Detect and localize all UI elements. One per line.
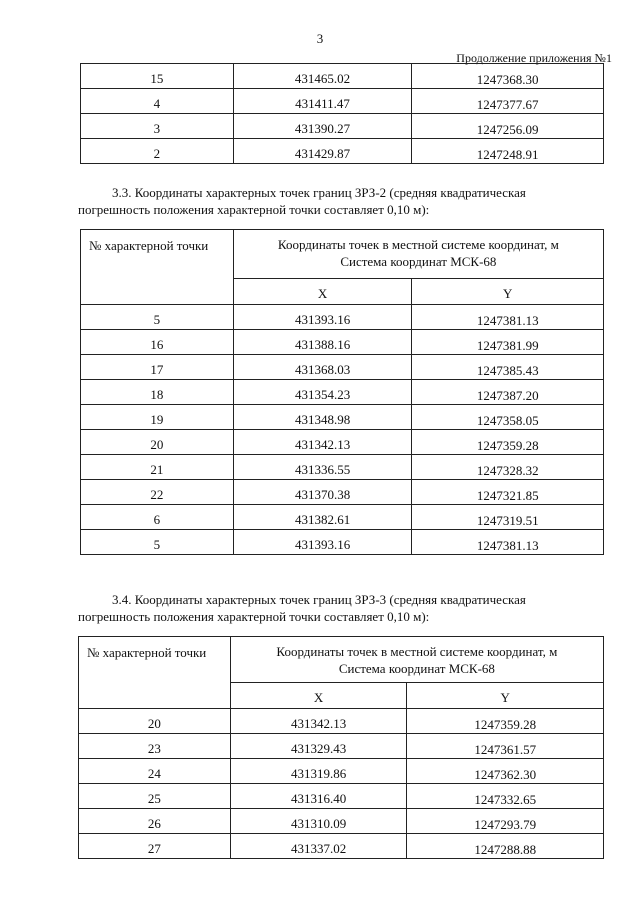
section-3-4-text — [78, 591, 604, 625]
table-row — [79, 809, 604, 834]
page-number: 3 — [316, 31, 324, 46]
x-coordinate-cell: 431319.86 — [230, 759, 407, 784]
point-number-cell: 4 — [81, 89, 234, 114]
point-number-cell: 20 — [81, 430, 234, 455]
y-coordinate-cell: 1247361.57 — [407, 734, 604, 759]
table-row — [81, 430, 604, 455]
point-number-cell: 5 — [81, 530, 234, 555]
point-number-cell: 15 — [81, 64, 234, 89]
table-row — [81, 139, 604, 164]
table-row — [81, 530, 604, 555]
header-y: Y — [407, 683, 604, 709]
point-number-cell: 3 — [81, 114, 234, 139]
y-coordinate-cell: 1247359.28 — [407, 709, 604, 734]
table-row — [79, 759, 604, 784]
appendix-note: Продолжение приложения №1 — [456, 51, 612, 65]
header-coordinates-line2: Система координат МСК-68 — [340, 254, 497, 269]
x-coordinate-cell: 431368.03 — [233, 355, 412, 380]
point-number-cell: 19 — [81, 405, 234, 430]
table-row — [79, 734, 604, 759]
y-coordinate-cell: 1247256.09 — [412, 114, 604, 139]
point-number-cell: 23 — [79, 734, 231, 759]
table-row — [81, 380, 604, 405]
y-coordinate-cell: 1247377.67 — [412, 89, 604, 114]
x-coordinate-cell: 431342.13 — [233, 430, 412, 455]
y-coordinate-cell: 1247293.79 — [407, 809, 604, 834]
y-coordinate-cell: 1247332.65 — [407, 784, 604, 809]
header-coordinates — [230, 637, 603, 683]
point-number-cell: 5 — [81, 305, 234, 330]
x-coordinate-cell: 431370.38 — [233, 480, 412, 505]
point-number-cell: 17 — [81, 355, 234, 380]
point-number-cell: 24 — [79, 759, 231, 784]
x-coordinate-cell: 431337.02 — [230, 834, 407, 859]
section-3-4-line2: погрешность положения характерной точки составляет 0,10 м): — [78, 609, 430, 624]
header-coordinates-line2: Система координат МСК-68 — [338, 661, 495, 676]
table2-body — [81, 305, 604, 555]
header-point-number: № характерной точки — [79, 637, 231, 709]
table-row — [81, 89, 604, 114]
table-row — [81, 114, 604, 139]
x-coordinate-cell: 431465.02 — [233, 64, 412, 89]
point-number-cell: 16 — [81, 330, 234, 355]
table-row — [79, 709, 604, 734]
table-row — [81, 455, 604, 480]
x-coordinate-cell: 431310.09 — [230, 809, 407, 834]
table1-body — [81, 64, 604, 164]
x-coordinate-cell: 431342.13 — [230, 709, 407, 734]
x-coordinate-cell: 431390.27 — [233, 114, 412, 139]
point-number-cell: 2 — [81, 139, 234, 164]
point-number-cell: 22 — [81, 480, 234, 505]
point-number-cell: 20 — [79, 709, 231, 734]
x-coordinate-cell: 431429.87 — [233, 139, 412, 164]
y-coordinate-cell: 1247359.28 — [412, 430, 604, 455]
x-coordinate-cell: 431411.47 — [233, 89, 412, 114]
point-number-cell: 21 — [81, 455, 234, 480]
section-3-3-line2: погрешность положения характерной точки составляет 0,10 м): — [78, 202, 430, 217]
section-3-3-text — [78, 184, 604, 218]
y-coordinate-cell: 1247328.32 — [412, 455, 604, 480]
y-coordinate-cell: 1247358.05 — [412, 405, 604, 430]
x-coordinate-cell: 431382.61 — [233, 505, 412, 530]
section-3-3-line1: 3.3. Координаты характерных точек границ ЗРЗ-2 (средняя квадратическая — [112, 185, 526, 200]
table-row — [81, 355, 604, 380]
table-row — [79, 784, 604, 809]
table-row — [81, 405, 604, 430]
coordinates-table-zrz2 — [80, 229, 604, 555]
header-coordinates — [233, 230, 603, 279]
y-coordinate-cell: 1247368.30 — [412, 64, 604, 89]
y-coordinate-cell: 1247387.20 — [412, 380, 604, 405]
header-point-number: № характерной точки — [81, 230, 234, 305]
x-coordinate-cell: 431354.23 — [233, 380, 412, 405]
header-coordinates-line1: Координаты точек в местной системе координат, м — [276, 644, 558, 659]
header-y: Y — [412, 279, 604, 305]
table3-body — [79, 709, 604, 859]
coordinates-table-continuation — [80, 63, 604, 164]
x-coordinate-cell: 431316.40 — [230, 784, 407, 809]
point-number-cell: 26 — [79, 809, 231, 834]
x-coordinate-cell: 431393.16 — [233, 530, 412, 555]
point-number-cell: 18 — [81, 380, 234, 405]
x-coordinate-cell: 431388.16 — [233, 330, 412, 355]
y-coordinate-cell: 1247362.30 — [407, 759, 604, 784]
header-x: X — [230, 683, 407, 709]
x-coordinate-cell: 431348.98 — [233, 405, 412, 430]
y-coordinate-cell: 1247381.13 — [412, 305, 604, 330]
y-coordinate-cell: 1247319.51 — [412, 505, 604, 530]
point-number-cell: 25 — [79, 784, 231, 809]
y-coordinate-cell: 1247288.88 — [407, 834, 604, 859]
x-coordinate-cell: 431336.55 — [233, 455, 412, 480]
y-coordinate-cell: 1247381.13 — [412, 530, 604, 555]
header-coordinates-line1: Координаты точек в местной системе координат, м — [277, 237, 559, 252]
section-3-4-line1: 3.4. Координаты характерных точек границ ЗРЗ-3 (средняя квадратическая — [112, 592, 526, 607]
y-coordinate-cell: 1247385.43 — [412, 355, 604, 380]
y-coordinate-cell: 1247321.85 — [412, 480, 604, 505]
x-coordinate-cell: 431393.16 — [233, 305, 412, 330]
table-row — [81, 330, 604, 355]
table-row — [81, 505, 604, 530]
point-number-cell: 27 — [79, 834, 231, 859]
y-coordinate-cell: 1247381.99 — [412, 330, 604, 355]
point-number-cell: 6 — [81, 505, 234, 530]
table-row — [79, 834, 604, 859]
y-coordinate-cell: 1247248.91 — [412, 139, 604, 164]
header-x: X — [233, 279, 412, 305]
table-row — [81, 64, 604, 89]
table-row — [81, 305, 604, 330]
table-row — [81, 480, 604, 505]
coordinates-table-zrz3 — [78, 636, 604, 859]
x-coordinate-cell: 431329.43 — [230, 734, 407, 759]
